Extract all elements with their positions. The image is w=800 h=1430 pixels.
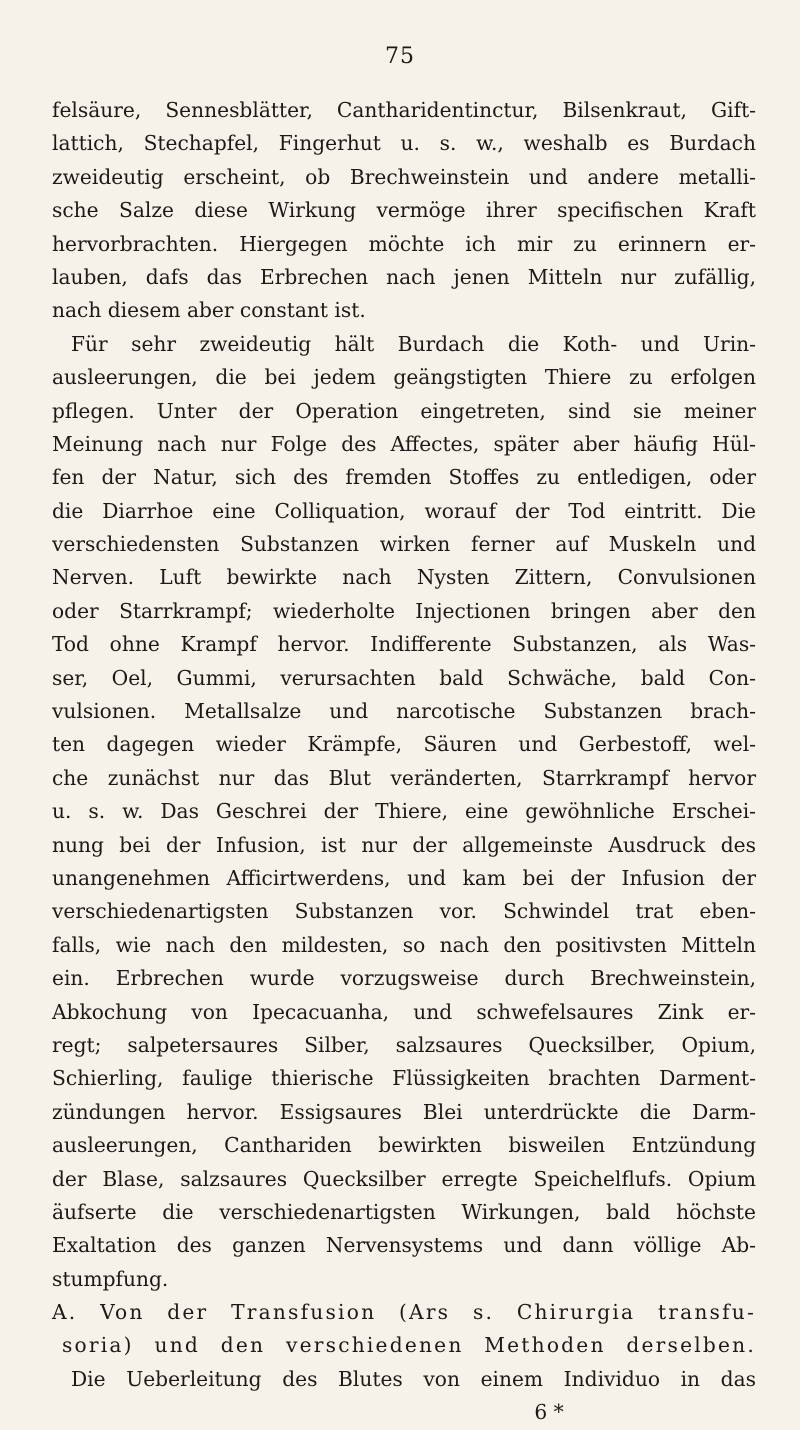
text-line: zweideutig erscheint, ob Brechweinstein und andere metalli- xyxy=(52,164,756,189)
text-line: Meinung nach nur Folge des Affectes, später aber häufig Hül- xyxy=(52,431,756,456)
text-line: sche Salze diese Wirkung vermöge ihrer specifischen Kraft xyxy=(52,198,756,223)
text-line: Exaltation des ganzen Nervensystems und dann völlige Ab- xyxy=(52,1233,756,1258)
text-line: ten dagegen wieder Krämpfe, Säuren und Gerbestoff, wel- xyxy=(52,732,756,757)
text-line: lauben, dafs das Erbrechen nach jenen Mitteln nur zufällig, xyxy=(52,264,756,289)
text-line: äufserte die verschiedenartigsten Wirkungen, bald höchste xyxy=(52,1199,756,1224)
text-line: stumpfung. xyxy=(52,1266,169,1291)
text-line: ein. Erbrechen wurde vorzugsweise durch Brechweinstein, xyxy=(52,966,756,991)
text-line: zündungen hervor. Essigsaures Blei unterdrückte die Darm- xyxy=(52,1099,756,1124)
text-line: ser, Oel, Gummi, verursachten bald Schwäche, bald Con- xyxy=(52,665,756,690)
signature-mark: 6 * xyxy=(534,1400,564,1425)
text-line: Für sehr zweideutig hält Burdach die Koth- und Urin- xyxy=(71,331,756,356)
text-line: Die Ueberleitung des Blutes von einem Individuo in das xyxy=(71,1366,756,1391)
text-line: regt; salpetersaures Silber, salzsaures Quecksilber, Opium, xyxy=(52,1032,756,1057)
section-heading-line: soria) und den verschiedenen Methoden derselben. xyxy=(62,1333,756,1358)
section-heading-line: A. Von der Transfusion (Ars s. Chirurgia transfu- xyxy=(52,1300,756,1325)
text-line: vulsionen. Metallsalze und narcotische Substanzen brach- xyxy=(52,699,756,724)
text-line: Abkochung von Ipecacuanha, und schwefelsaures Zink er- xyxy=(52,999,756,1024)
page-number: 75 xyxy=(385,44,415,69)
text-line: che zunächst nur das Blut veränderten, Starrkrampf hervor xyxy=(52,765,756,790)
text-line: unangenehmen Afficirtwerdens, und kam bei der Infusion der xyxy=(52,865,756,890)
text-line: Tod ohne Krampf hervor. Indifferente Substanzen, als Was- xyxy=(52,632,756,657)
text-line: nach diesem aber constant ist. xyxy=(52,298,366,323)
text-line: der Blase, salzsaures Quecksilber erregte Speichelflufs. Opium xyxy=(52,1166,756,1191)
text-line: nung bei der Infusion, ist nur der allgemeinste Ausdruck des xyxy=(52,832,756,857)
body-text xyxy=(52,94,756,1430)
text-line: fen der Natur, sich des fremden Stoffes zu entledigen, oder xyxy=(52,465,756,490)
text-line: falls, wie nach den mildesten, so nach den positivsten Mitteln xyxy=(52,932,756,957)
text-line: Nerven. Luft bewirkte nach Nysten Zittern, Convulsionen xyxy=(52,565,756,590)
text-line: verschiedenartigsten Substanzen vor. Schwindel trat eben- xyxy=(52,899,756,924)
text-line: hervorbrachten. Hiergegen möchte ich mir zu erinnern er- xyxy=(52,231,756,256)
text-line: u. s. w. Das Geschrei der Thiere, eine gewöhnliche Erschei- xyxy=(52,799,756,824)
text-line: die Diarrhoe eine Colliquation, worauf der Tod eintritt. Die xyxy=(52,498,756,523)
text-line: felsäure, Sennesblätter, Cantharidentinctur, Bilsenkraut, Gift- xyxy=(52,98,756,122)
text-line: ausleerungen, die bei jedem geängstigten Thiere zu erfolgen xyxy=(52,365,756,390)
text-line: pflegen. Unter der Operation eingetreten, sind sie meiner xyxy=(52,398,756,423)
text-line: ausleerungen, Canthariden bewirkten bisweilen Entzündung xyxy=(52,1133,756,1158)
text-line: Schierling, faulige thierische Flüssigkeiten brachten Darment- xyxy=(52,1066,756,1091)
text-line: lattich, Stechapfel, Fingerhut u. s. w., weshalb es Burdach xyxy=(52,131,756,156)
text-line: verschiedensten Substanzen wirken ferner auf Muskeln und xyxy=(52,532,756,557)
text-line: oder Starrkrampf; wiederholte Injectionen bringen aber den xyxy=(52,598,756,623)
